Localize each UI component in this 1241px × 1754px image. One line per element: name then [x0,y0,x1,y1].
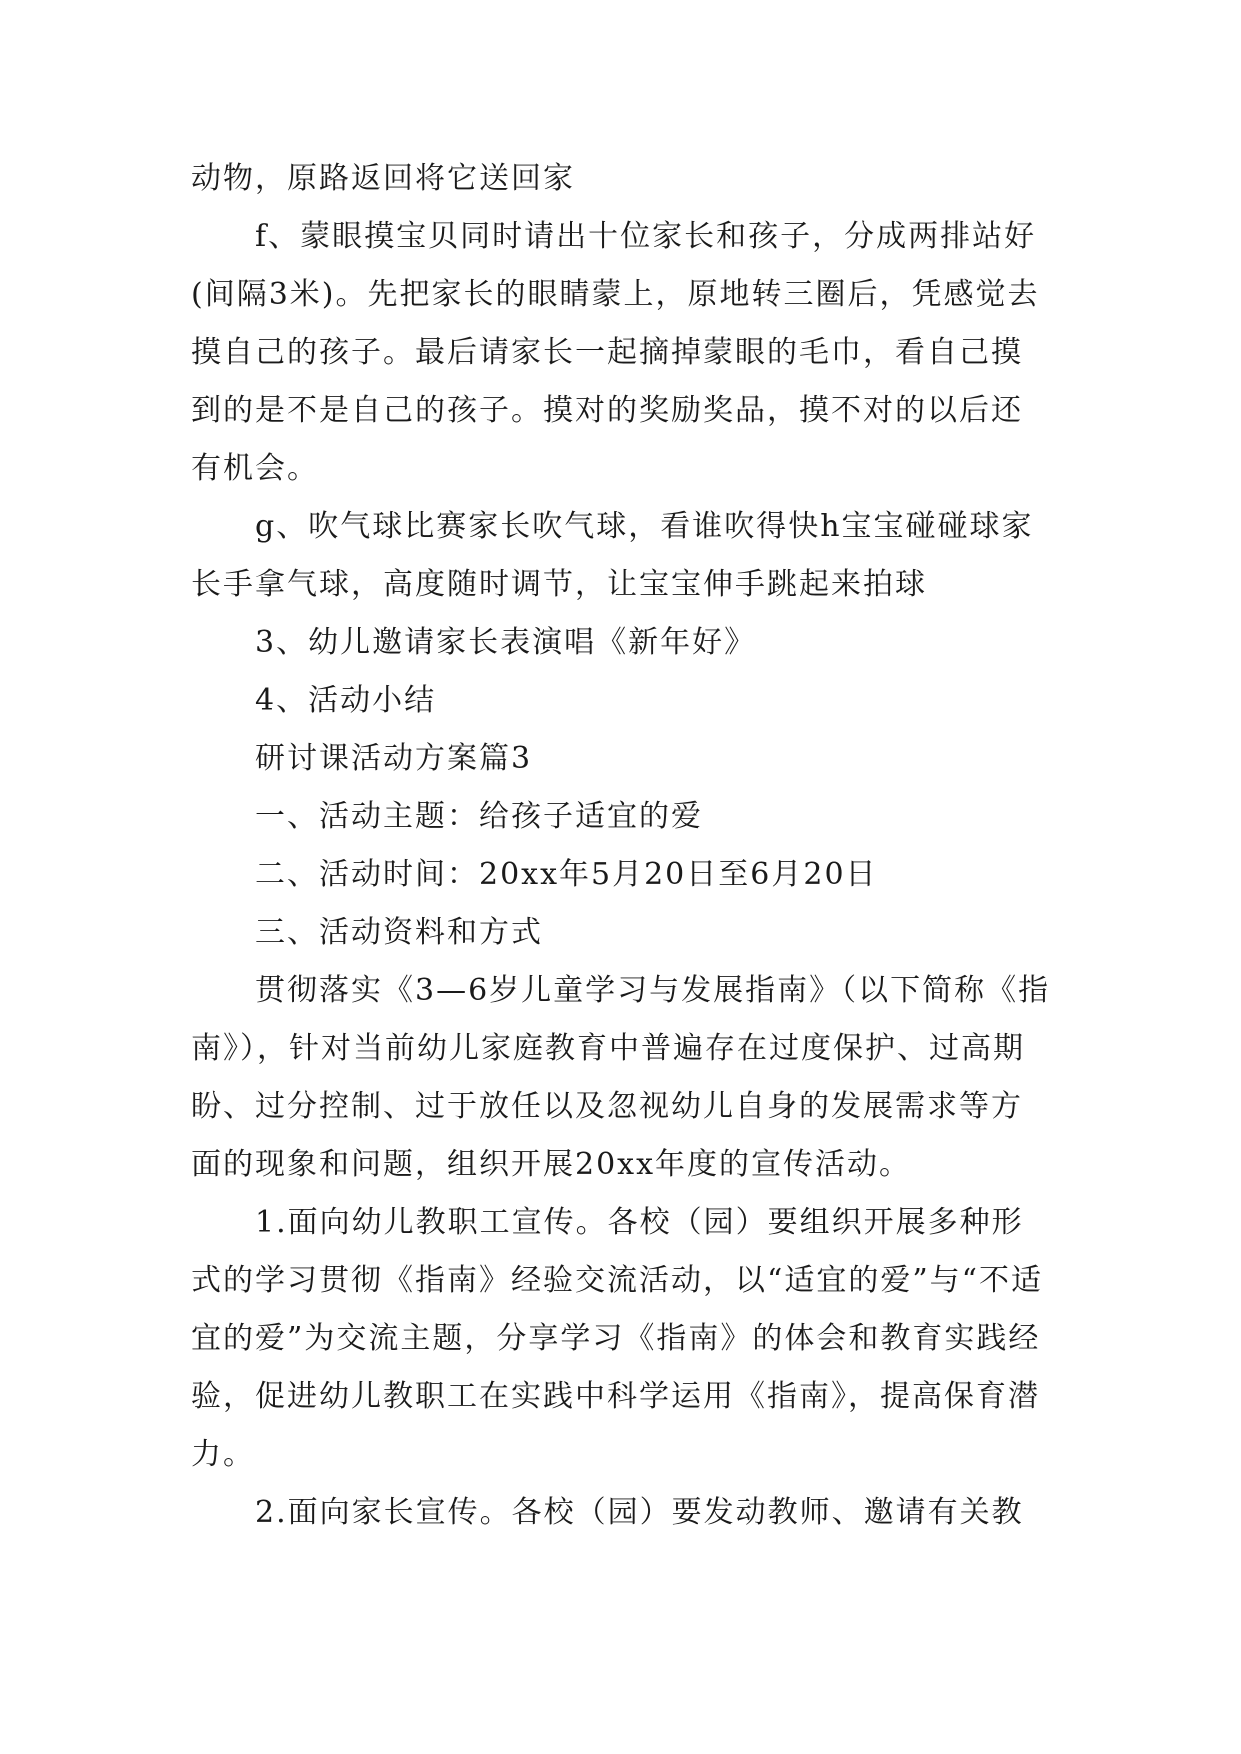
section-heading: 研讨课活动方案篇3 [255,741,533,776]
paragraph-theme: 一、活动主题：给孩子适宜的爱 [255,799,703,834]
paragraph-parent-promotion: 2.面向家长宣传。各校（园）要发动教师、邀请有关教 [255,1495,1024,1530]
paragraph-guideline: 贯彻落实《3—6岁儿童学习与发展指南》（以下简称《指南》），针对当前幼儿家庭教育中普遍存在过度保护、过高期盼、过分控制、过于放任以及忽视幼儿自身的发展需求等方面的现象和问题，组织开展20xx年度的宣传活动。 [191,973,1051,1182]
paragraph-step-4: 4、活动小结 [255,683,437,718]
paragraph-continuation: 动物，原路返回将它送回家 [191,161,575,196]
paragraph-step-3: 3、幼儿邀请家长表演唱《新年好》 [255,625,757,660]
paragraph-game-blindfold: f、蒙眼摸宝贝同时请出十位家长和孩子，分成两排站好(间隔3米)。先把家长的眼睛蒙上，原地转三圈后，凭感觉去摸自己的孩子。最后请家长一起摘掉蒙眼的毛巾，看自己摸到的是不是自己的孩子。摸对的奖励奖品，摸不对的以后还有机会。 [191,219,1040,486]
paragraph-staff-promotion: 1.面向幼儿教职工宣传。各校（园）要组织开展多种形式的学习贯彻《指南》经验交流活动，以“适宜的爱”与“不适宜的爱”为交流主题，分享学习《指南》的体会和教育实践经验，促进幼儿教职工在实践中科学运用《指南》，提高保育潜力。 [191,1205,1044,1472]
document-page [191,150,1053,1542]
paragraph-content-heading: 三、活动资料和方式 [255,915,543,950]
paragraph-time: 二、活动时间：20xx年5月20日至6月20日 [255,857,878,892]
paragraph-game-balloon: g、吹气球比赛家长吹气球，看谁吹得快h宝宝碰碰球家长手拿气球，高度随时调节，让宝宝伸手跳起来拍球 [191,509,1034,602]
